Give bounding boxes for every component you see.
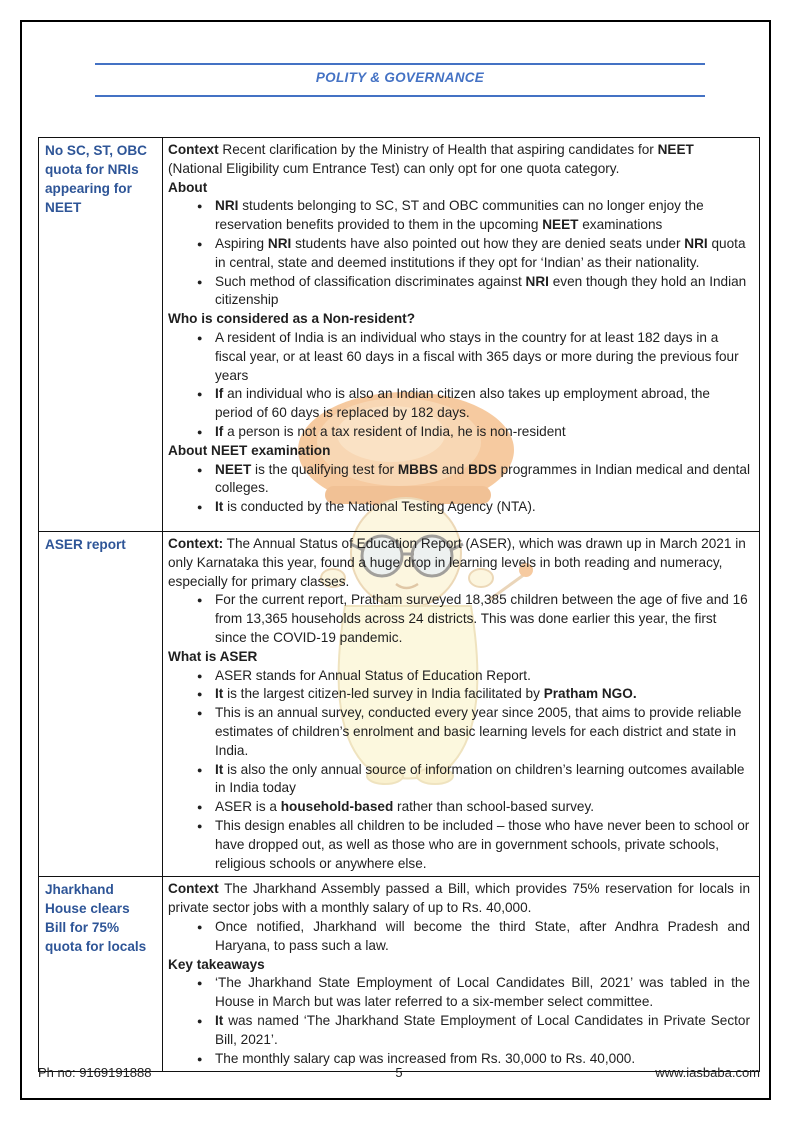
text-segment: It [215,686,224,702]
bullet-item [196,918,750,956]
content-cell [163,532,760,877]
text-segment: is the largest citizen-led survey in India facilitated by [223,686,544,702]
text-segment: students have also pointed out how they are denied seats under [291,235,685,251]
text-segment: examinations [578,217,663,233]
text-segment: This is an annual survey, conducted every year since 2005, that aims to provide reliable estimates of children’s enrolment and basic learning levels for each district and state in India. [215,705,742,758]
footer-page-number: 5 [395,1065,403,1080]
section-heading [168,310,750,329]
text-segment: Once notified, Jharkhand will become the third State, after Andhra Pradesh and Haryana, to pass such a law. [215,918,750,953]
text-segment: NEET [542,217,579,233]
text-segment: A resident of India is an individual who stays in the country for at least 182 days in a fiscal year, or at least 60 days in a fiscal with 365 days or more during the previous four years [215,329,739,383]
text-segment: was named ‘The Jharkhand State Employment of Local Candidates in Private Sector Bill, 2021’. [215,1012,750,1047]
topic-cell [39,138,163,532]
bullet-item [196,197,750,235]
text-segment: It [215,1012,224,1028]
text-segment: NEET [215,461,252,477]
bullet-item [196,461,750,499]
section-heading [168,648,750,667]
bullet-list [168,918,750,956]
text-segment: NRI [267,235,292,251]
text-segment: quota in central, state and deemed institutions if they opt for ‘Indian’ as their nationality. [215,235,746,270]
topic-title: No SC, ST, OBC quota for NRIs appearing for NEET [45,143,147,215]
text-segment: rather than school-based survey. [393,799,595,815]
bullet-item [196,273,750,311]
text-segment: NRI [215,198,239,214]
bullet-item [196,761,750,799]
text-segment: The Jharkhand Assembly passed a Bill, which provides 75% reservation for locals in private sector jobs with a monthly salary of up to Rs. 40,000. [168,881,750,916]
text-segment: The monthly salary cap was increased from Rs. 30,000 to Rs. 40,000. [215,1050,636,1066]
text-segment: This design enables all children to be included – those who have never been to school or have dropped out, as well as those who are in government schools, private schools, religious schools or anywhere else. [215,817,750,871]
text-segment: and [437,461,469,477]
text-segment: Such method of classification discriminates against [215,273,526,289]
content-cell [163,877,760,1072]
topic-cell [39,532,163,877]
header-rule-top [95,63,705,65]
text-segment: ‘The Jharkhand State Employment of Local Candidates Bill, 2021’ was tabled in the House in March but was later referred to a six-member select committee. [215,975,750,1010]
page-footer [38,1063,760,1083]
text-segment: an individual who is also an Indian citizen also takes up employment abroad, the period of 60 days is replaced by 182 days. [215,386,710,421]
bullet-item [196,498,750,517]
bullet-item [196,385,750,423]
text-segment: It [215,761,224,777]
text-segment: For the current report, Pratham surveyed 18,385 children between the age of five and 16 from 13,365 households across 24 districts. This was done earlier this year, the first since the COVID-19 pandemic. [215,592,748,645]
text-segment: household-based [280,799,394,815]
text-segment: Pratham NGO. [543,686,637,702]
text-segment: NEET [657,142,694,157]
table-row [39,877,760,1072]
text-segment: Recent clarification by the Ministry of Health that aspiring candidates for [222,142,658,157]
bullet-item [196,817,750,873]
text-segment: What is ASER [168,648,258,664]
text-segment: NRI [525,273,549,289]
text-segment: students belonging to SC, ST and OBC communities can no longer enjoy the reservation benefits provided to them in the upcoming [215,198,704,233]
text-segment: programmes in Indian medical and dental colleges. [215,461,750,496]
content-cell [163,138,760,532]
bullet-list [168,974,750,1068]
section-heading [168,179,750,198]
section-heading [168,956,750,975]
text-segment: Context: [168,536,224,551]
text-segment: is the qualifying test for [251,461,398,477]
bullet-item [196,798,750,817]
paragraph [168,880,750,918]
text-segment: About [168,179,208,195]
bullet-list [168,461,750,517]
text-segment: a person is not a tax resident of India, he is non-resident [223,423,566,439]
bullet-item [196,329,750,385]
footer-phone: Ph no: 9169191888 [38,1065,152,1080]
text-segment: Aspiring [215,235,268,251]
text-segment: If [215,423,224,439]
bullet-list [168,667,750,874]
text-segment: About NEET examination [168,442,331,458]
bullet-item [196,235,750,273]
text-segment: even though they hold an Indian citizenship [215,273,747,308]
bullet-item [196,704,750,760]
text-segment: If [215,386,224,402]
bullet-item [196,667,750,686]
text-segment: ASER is a [215,799,281,815]
bullet-item [196,685,750,704]
paragraph [168,535,750,591]
section-heading [168,442,750,461]
text-segment: NRI [684,235,708,251]
bullet-list [168,329,750,442]
bullet-list [168,197,750,310]
text-segment: It [215,499,224,515]
table-row [39,138,760,532]
bullet-item [196,591,750,647]
bullet-item [196,974,750,1012]
paragraph [168,141,750,179]
header-rule-bottom [95,95,705,97]
bullet-item [196,423,750,442]
text-segment: Key takeaways [168,956,265,972]
text-segment: BDS [468,461,497,477]
table-row [39,532,760,877]
text-segment: The Annual Status of Education Report (ASER), which was drawn up in March 2021 in only Karnataka this year, found a huge drop in learning levels in both reading and numeracy, especially for primary classes. [168,536,746,589]
text-segment: MBBS [397,461,438,477]
topic-cell [39,877,163,1072]
text-segment: is also the only annual source of information on children’s learning outcomes available in India today [215,761,745,796]
topics-table [38,137,760,1072]
text-segment: is conducted by the National Testing Agency (NTA). [223,499,536,515]
text-segment: Context [168,881,225,897]
topic-title: Jharkhand House clears Bill for 75% quota for locals [45,882,147,955]
text-segment: ASER stands for Annual Status of Education Report. [215,667,531,683]
text-segment: (National Eligibility cum Entrance Test) can only opt for one quota category. [168,160,620,176]
page-title: POLITY & GOVERNANCE [315,70,485,85]
text-segment: Who is considered as a Non-resident? [168,311,415,327]
bullet-list [168,591,750,647]
text-segment: Context [168,142,223,157]
topic-title: ASER report [45,537,126,552]
bullet-item [196,1012,750,1050]
footer-website: www.iasbaba.com [655,1065,761,1080]
